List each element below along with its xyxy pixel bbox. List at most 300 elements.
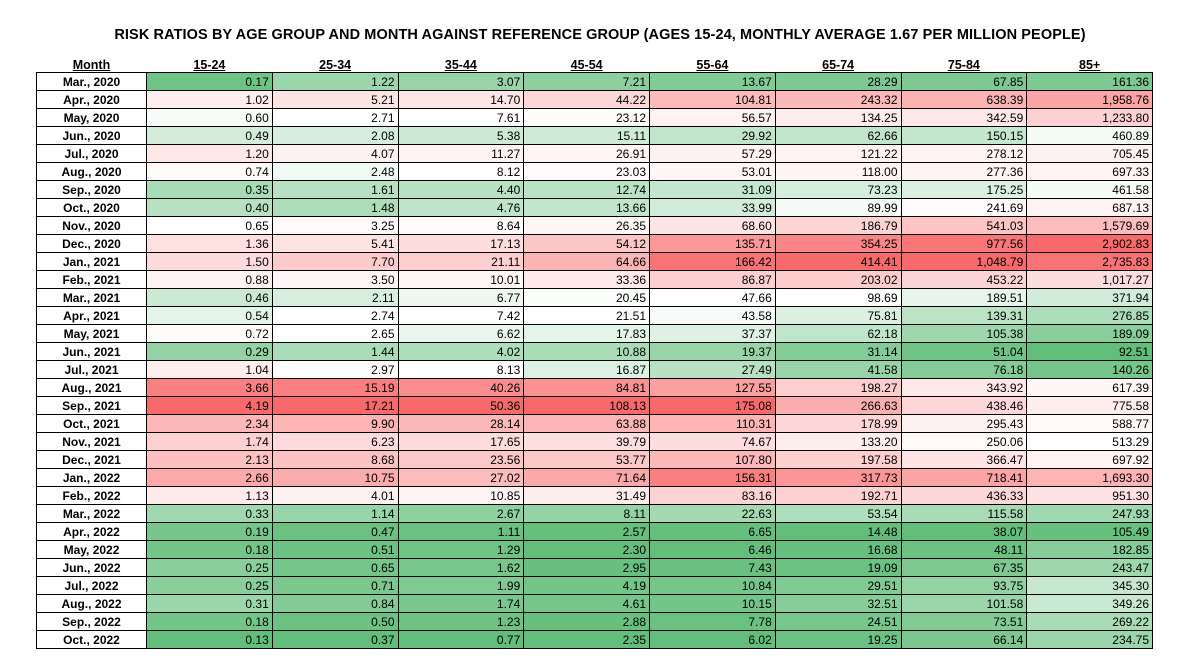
value-cell: 37.37 <box>650 325 776 343</box>
value-cell: 121.22 <box>775 145 901 163</box>
value-cell: 317.73 <box>775 469 901 487</box>
value-cell: 93.75 <box>901 577 1027 595</box>
value-cell: 2.08 <box>272 127 398 145</box>
value-cell: 345.30 <box>1027 577 1153 595</box>
month-cell: Jul., 2021 <box>37 361 147 379</box>
value-cell: 1.22 <box>272 73 398 91</box>
value-cell: 8.13 <box>398 361 524 379</box>
value-cell: 1.62 <box>398 559 524 577</box>
value-cell: 98.69 <box>775 289 901 307</box>
value-cell: 4.07 <box>272 145 398 163</box>
value-cell: 161.36 <box>1027 73 1153 91</box>
column-header-45-54: 45-54 <box>570 58 603 72</box>
value-cell: 86.87 <box>650 271 776 289</box>
value-cell: 13.67 <box>650 73 776 91</box>
value-cell: 1,579.69 <box>1027 217 1153 235</box>
month-cell: May, 2020 <box>37 109 147 127</box>
value-cell: 5.21 <box>272 91 398 109</box>
value-cell: 705.45 <box>1027 145 1153 163</box>
value-cell: 63.88 <box>524 415 650 433</box>
value-cell: 6.65 <box>650 523 776 541</box>
value-cell: 23.56 <box>398 451 524 469</box>
table-row <box>37 325 1153 343</box>
value-cell: 0.25 <box>147 577 273 595</box>
value-cell: 166.42 <box>650 253 776 271</box>
value-cell: 182.85 <box>1027 541 1153 559</box>
value-cell: 31.14 <box>775 343 901 361</box>
table-body <box>37 73 1153 649</box>
value-cell: 27.49 <box>650 361 776 379</box>
value-cell: 203.02 <box>775 271 901 289</box>
value-cell: 39.79 <box>524 433 650 451</box>
value-cell: 0.46 <box>147 289 273 307</box>
value-cell: 2.34 <box>147 415 273 433</box>
month-cell: Feb., 2022 <box>37 487 147 505</box>
table-row <box>37 145 1153 163</box>
table-row <box>37 631 1153 649</box>
value-cell: 107.80 <box>650 451 776 469</box>
table-row <box>37 379 1153 397</box>
value-cell: 6.46 <box>650 541 776 559</box>
value-cell: 461.58 <box>1027 181 1153 199</box>
table-row <box>37 217 1153 235</box>
value-cell: 951.30 <box>1027 487 1153 505</box>
value-cell: 10.84 <box>650 577 776 595</box>
column-header-35-44: 35-44 <box>444 58 477 72</box>
column-header-65-74: 65-74 <box>822 58 855 72</box>
value-cell: 150.15 <box>901 127 1027 145</box>
month-cell: Dec., 2020 <box>37 235 147 253</box>
value-cell: 1.50 <box>147 253 273 271</box>
value-cell: 62.66 <box>775 127 901 145</box>
value-cell: 0.84 <box>272 595 398 613</box>
value-cell: 718.41 <box>901 469 1027 487</box>
table-row <box>37 505 1153 523</box>
table-title: RISK RATIOS BY AGE GROUP AND MONTH AGAINST REFERENCE GROUP (AGES 15-24, MONTHLY AVERAGE 1.67 PER MILLION PEOPLE) <box>114 27 1086 43</box>
value-cell: 41.58 <box>775 361 901 379</box>
month-cell: Feb., 2021 <box>37 271 147 289</box>
value-cell: 33.36 <box>524 271 650 289</box>
value-cell: 31.09 <box>650 181 776 199</box>
value-cell: 68.60 <box>650 217 776 235</box>
value-cell: 14.70 <box>398 91 524 109</box>
table-row <box>37 127 1153 145</box>
value-cell: 277.36 <box>901 163 1027 181</box>
table-row <box>37 469 1153 487</box>
value-cell: 56.57 <box>650 109 776 127</box>
month-cell: Apr., 2021 <box>37 307 147 325</box>
value-cell: 1.74 <box>147 433 273 451</box>
value-cell: 513.29 <box>1027 433 1153 451</box>
value-cell: 15.11 <box>524 127 650 145</box>
value-cell: 74.67 <box>650 433 776 451</box>
value-cell: 2.30 <box>524 541 650 559</box>
value-cell: 1.02 <box>147 91 273 109</box>
value-cell: 33.99 <box>650 199 776 217</box>
value-cell: 47.66 <box>650 289 776 307</box>
table-row <box>37 289 1153 307</box>
value-cell: 192.71 <box>775 487 901 505</box>
month-cell: Jan., 2021 <box>37 253 147 271</box>
value-cell: 66.14 <box>901 631 1027 649</box>
value-cell: 75.81 <box>775 307 901 325</box>
value-cell: 14.48 <box>775 523 901 541</box>
value-cell: 16.68 <box>775 541 901 559</box>
value-cell: 0.72 <box>147 325 273 343</box>
value-cell: 26.35 <box>524 217 650 235</box>
value-cell: 6.77 <box>398 289 524 307</box>
value-cell: 0.50 <box>272 613 398 631</box>
value-cell: 2.13 <box>147 451 273 469</box>
month-cell: May, 2022 <box>37 541 147 559</box>
value-cell: 4.61 <box>524 595 650 613</box>
value-cell: 0.29 <box>147 343 273 361</box>
value-cell: 83.16 <box>650 487 776 505</box>
value-cell: 19.25 <box>775 631 901 649</box>
value-cell: 243.32 <box>775 91 901 109</box>
value-cell: 22.63 <box>650 505 776 523</box>
value-cell: 67.85 <box>901 73 1027 91</box>
value-cell: 10.75 <box>272 469 398 487</box>
month-cell: Nov., 2020 <box>37 217 147 235</box>
value-cell: 4.19 <box>147 397 273 415</box>
month-cell: Jun., 2020 <box>37 127 147 145</box>
table-row <box>37 451 1153 469</box>
value-cell: 1.20 <box>147 145 273 163</box>
value-cell: 697.92 <box>1027 451 1153 469</box>
value-cell: 110.31 <box>650 415 776 433</box>
value-cell: 6.23 <box>272 433 398 451</box>
table-row <box>37 595 1153 613</box>
value-cell: 7.43 <box>650 559 776 577</box>
value-cell: 0.65 <box>272 559 398 577</box>
value-cell: 38.07 <box>901 523 1027 541</box>
value-cell: 186.79 <box>775 217 901 235</box>
value-cell: 0.35 <box>147 181 273 199</box>
value-cell: 21.11 <box>398 253 524 271</box>
value-cell: 118.00 <box>775 163 901 181</box>
value-cell: 1,048.79 <box>901 253 1027 271</box>
table-row <box>37 397 1153 415</box>
value-cell: 0.60 <box>147 109 273 127</box>
value-cell: 127.55 <box>650 379 776 397</box>
value-cell: 354.25 <box>775 235 901 253</box>
value-cell: 1,958.76 <box>1027 91 1153 109</box>
value-cell: 4.19 <box>524 577 650 595</box>
value-cell: 371.94 <box>1027 289 1153 307</box>
month-cell: Aug., 2022 <box>37 595 147 613</box>
value-cell: 1.04 <box>147 361 273 379</box>
table-row <box>37 487 1153 505</box>
month-cell: Jun., 2021 <box>37 343 147 361</box>
table-row <box>37 199 1153 217</box>
value-cell: 108.13 <box>524 397 650 415</box>
value-cell: 2.11 <box>272 289 398 307</box>
table-row <box>37 253 1153 271</box>
value-cell: 24.51 <box>775 613 901 631</box>
value-cell: 198.27 <box>775 379 901 397</box>
value-cell: 197.58 <box>775 451 901 469</box>
value-cell: 1.61 <box>272 181 398 199</box>
value-cell: 349.26 <box>1027 595 1153 613</box>
value-cell: 84.81 <box>524 379 650 397</box>
month-cell: Dec., 2021 <box>37 451 147 469</box>
table-row <box>37 343 1153 361</box>
value-cell: 135.71 <box>650 235 776 253</box>
month-cell: Apr., 2020 <box>37 91 147 109</box>
value-cell: 44.22 <box>524 91 650 109</box>
table-row <box>37 613 1153 631</box>
value-cell: 1.36 <box>147 235 273 253</box>
value-cell: 2.71 <box>272 109 398 127</box>
value-cell: 11.27 <box>398 145 524 163</box>
value-cell: 7.42 <box>398 307 524 325</box>
value-cell: 460.89 <box>1027 127 1153 145</box>
value-cell: 10.88 <box>524 343 650 361</box>
value-cell: 2,902.83 <box>1027 235 1153 253</box>
value-cell: 26.91 <box>524 145 650 163</box>
value-cell: 0.25 <box>147 559 273 577</box>
value-cell: 0.71 <box>272 577 398 595</box>
value-cell: 2.95 <box>524 559 650 577</box>
value-cell: 453.22 <box>901 271 1027 289</box>
value-cell: 73.51 <box>901 613 1027 631</box>
column-header-85plus: 85+ <box>1079 58 1101 72</box>
month-cell: Sep., 2020 <box>37 181 147 199</box>
value-cell: 1.14 <box>272 505 398 523</box>
table-row <box>37 361 1153 379</box>
value-cell: 8.68 <box>272 451 398 469</box>
value-cell: 0.18 <box>147 541 273 559</box>
value-cell: 57.29 <box>650 145 776 163</box>
value-cell: 638.39 <box>901 91 1027 109</box>
value-cell: 234.75 <box>1027 631 1153 649</box>
value-cell: 342.59 <box>901 109 1027 127</box>
value-cell: 977.56 <box>901 235 1027 253</box>
value-cell: 53.77 <box>524 451 650 469</box>
value-cell: 43.58 <box>650 307 776 325</box>
value-cell: 2.57 <box>524 523 650 541</box>
value-cell: 7.70 <box>272 253 398 271</box>
table-row <box>37 577 1153 595</box>
value-cell: 29.92 <box>650 127 776 145</box>
value-cell: 0.77 <box>398 631 524 649</box>
table-row <box>37 559 1153 577</box>
value-cell: 2.88 <box>524 613 650 631</box>
value-cell: 0.47 <box>272 523 398 541</box>
month-cell: Mar., 2021 <box>37 289 147 307</box>
column-header-25-34: 25-34 <box>319 58 352 72</box>
value-cell: 92.51 <box>1027 343 1153 361</box>
value-cell: 15.19 <box>272 379 398 397</box>
table-row <box>37 433 1153 451</box>
value-cell: 19.09 <box>775 559 901 577</box>
value-cell: 51.04 <box>901 343 1027 361</box>
value-cell: 28.29 <box>775 73 901 91</box>
value-cell: 10.85 <box>398 487 524 505</box>
month-cell: Mar., 2022 <box>37 505 147 523</box>
value-cell: 175.08 <box>650 397 776 415</box>
table-row <box>37 307 1153 325</box>
value-cell: 13.66 <box>524 199 650 217</box>
value-cell: 175.25 <box>901 181 1027 199</box>
value-cell: 1,233.80 <box>1027 109 1153 127</box>
value-cell: 8.12 <box>398 163 524 181</box>
value-cell: 1.44 <box>272 343 398 361</box>
value-cell: 48.11 <box>901 541 1027 559</box>
value-cell: 0.54 <box>147 307 273 325</box>
value-cell: 588.77 <box>1027 415 1153 433</box>
value-cell: 269.22 <box>1027 613 1153 631</box>
value-cell: 21.51 <box>524 307 650 325</box>
value-cell: 4.02 <box>398 343 524 361</box>
value-cell: 617.39 <box>1027 379 1153 397</box>
value-cell: 40.26 <box>398 379 524 397</box>
value-cell: 2.66 <box>147 469 273 487</box>
value-cell: 1.74 <box>398 595 524 613</box>
value-cell: 0.65 <box>147 217 273 235</box>
value-cell: 0.19 <box>147 523 273 541</box>
table-row <box>37 523 1153 541</box>
value-cell: 16.87 <box>524 361 650 379</box>
value-cell: 67.35 <box>901 559 1027 577</box>
value-cell: 3.66 <box>147 379 273 397</box>
value-cell: 23.12 <box>524 109 650 127</box>
value-cell: 105.49 <box>1027 523 1153 541</box>
column-header-15-24: 15-24 <box>193 58 226 72</box>
value-cell: 156.31 <box>650 469 776 487</box>
value-cell: 1.48 <box>272 199 398 217</box>
value-cell: 105.38 <box>901 325 1027 343</box>
value-cell: 414.41 <box>775 253 901 271</box>
value-cell: 31.49 <box>524 487 650 505</box>
value-cell: 53.54 <box>775 505 901 523</box>
value-cell: 104.81 <box>650 91 776 109</box>
value-cell: 3.07 <box>398 73 524 91</box>
value-cell: 1.99 <box>398 577 524 595</box>
table-row <box>37 235 1153 253</box>
value-cell: 243.47 <box>1027 559 1153 577</box>
value-cell: 3.50 <box>272 271 398 289</box>
value-cell: 1.11 <box>398 523 524 541</box>
value-cell: 438.46 <box>901 397 1027 415</box>
value-cell: 241.69 <box>901 199 1027 217</box>
month-cell: Mar., 2020 <box>37 73 147 91</box>
value-cell: 17.21 <box>272 397 398 415</box>
value-cell: 23.03 <box>524 163 650 181</box>
value-cell: 140.26 <box>1027 361 1153 379</box>
value-cell: 541.03 <box>901 217 1027 235</box>
value-cell: 54.12 <box>524 235 650 253</box>
value-cell: 2,735.83 <box>1027 253 1153 271</box>
value-cell: 2.97 <box>272 361 398 379</box>
value-cell: 115.58 <box>901 505 1027 523</box>
table-row <box>37 73 1153 91</box>
table-row <box>37 109 1153 127</box>
header-row <box>37 55 1153 73</box>
value-cell: 1.13 <box>147 487 273 505</box>
value-cell: 0.17 <box>147 73 273 91</box>
value-cell: 0.18 <box>147 613 273 631</box>
value-cell: 6.62 <box>398 325 524 343</box>
value-cell: 7.61 <box>398 109 524 127</box>
value-cell: 2.35 <box>524 631 650 649</box>
value-cell: 266.63 <box>775 397 901 415</box>
column-header-55-64: 55-64 <box>696 58 729 72</box>
column-header-month: Month <box>72 58 111 72</box>
month-cell: Oct., 2020 <box>37 199 147 217</box>
value-cell: 12.74 <box>524 181 650 199</box>
month-cell: Apr., 2022 <box>37 523 147 541</box>
month-cell: Oct., 2021 <box>37 415 147 433</box>
month-cell: May, 2021 <box>37 325 147 343</box>
value-cell: 27.02 <box>398 469 524 487</box>
table-row <box>37 181 1153 199</box>
month-cell: Sep., 2022 <box>37 613 147 631</box>
value-cell: 2.74 <box>272 307 398 325</box>
value-cell: 5.38 <box>398 127 524 145</box>
value-cell: 64.66 <box>524 253 650 271</box>
value-cell: 0.37 <box>272 631 398 649</box>
value-cell: 20.45 <box>524 289 650 307</box>
column-header-75-84: 75-84 <box>947 58 980 72</box>
value-cell: 53.01 <box>650 163 776 181</box>
value-cell: 17.65 <box>398 433 524 451</box>
month-cell: Aug., 2020 <box>37 163 147 181</box>
value-cell: 189.51 <box>901 289 1027 307</box>
value-cell: 139.31 <box>901 307 1027 325</box>
month-cell: Nov., 2021 <box>37 433 147 451</box>
value-cell: 1.23 <box>398 613 524 631</box>
value-cell: 17.13 <box>398 235 524 253</box>
value-cell: 6.02 <box>650 631 776 649</box>
value-cell: 9.90 <box>272 415 398 433</box>
value-cell: 1.29 <box>398 541 524 559</box>
value-cell: 62.18 <box>775 325 901 343</box>
value-cell: 17.83 <box>524 325 650 343</box>
value-cell: 1,017.27 <box>1027 271 1153 289</box>
table-row <box>37 541 1153 559</box>
value-cell: 8.11 <box>524 505 650 523</box>
month-cell: Jul., 2022 <box>37 577 147 595</box>
value-cell: 436.33 <box>901 487 1027 505</box>
value-cell: 1,693.30 <box>1027 469 1153 487</box>
value-cell: 19.37 <box>650 343 776 361</box>
value-cell: 5.41 <box>272 235 398 253</box>
value-cell: 50.36 <box>398 397 524 415</box>
value-cell: 71.64 <box>524 469 650 487</box>
value-cell: 189.09 <box>1027 325 1153 343</box>
month-cell: Jan., 2022 <box>37 469 147 487</box>
value-cell: 7.78 <box>650 613 776 631</box>
value-cell: 0.13 <box>147 631 273 649</box>
value-cell: 278.12 <box>901 145 1027 163</box>
month-cell: Aug., 2021 <box>37 379 147 397</box>
value-cell: 2.65 <box>272 325 398 343</box>
value-cell: 687.13 <box>1027 199 1153 217</box>
value-cell: 101.58 <box>901 595 1027 613</box>
month-cell: Sep., 2021 <box>37 397 147 415</box>
value-cell: 4.76 <box>398 199 524 217</box>
value-cell: 0.31 <box>147 595 273 613</box>
month-cell: Jul., 2020 <box>37 145 147 163</box>
value-cell: 7.21 <box>524 73 650 91</box>
value-cell: 4.40 <box>398 181 524 199</box>
value-cell: 775.58 <box>1027 397 1153 415</box>
value-cell: 2.48 <box>272 163 398 181</box>
table-row <box>37 271 1153 289</box>
value-cell: 697.33 <box>1027 163 1153 181</box>
